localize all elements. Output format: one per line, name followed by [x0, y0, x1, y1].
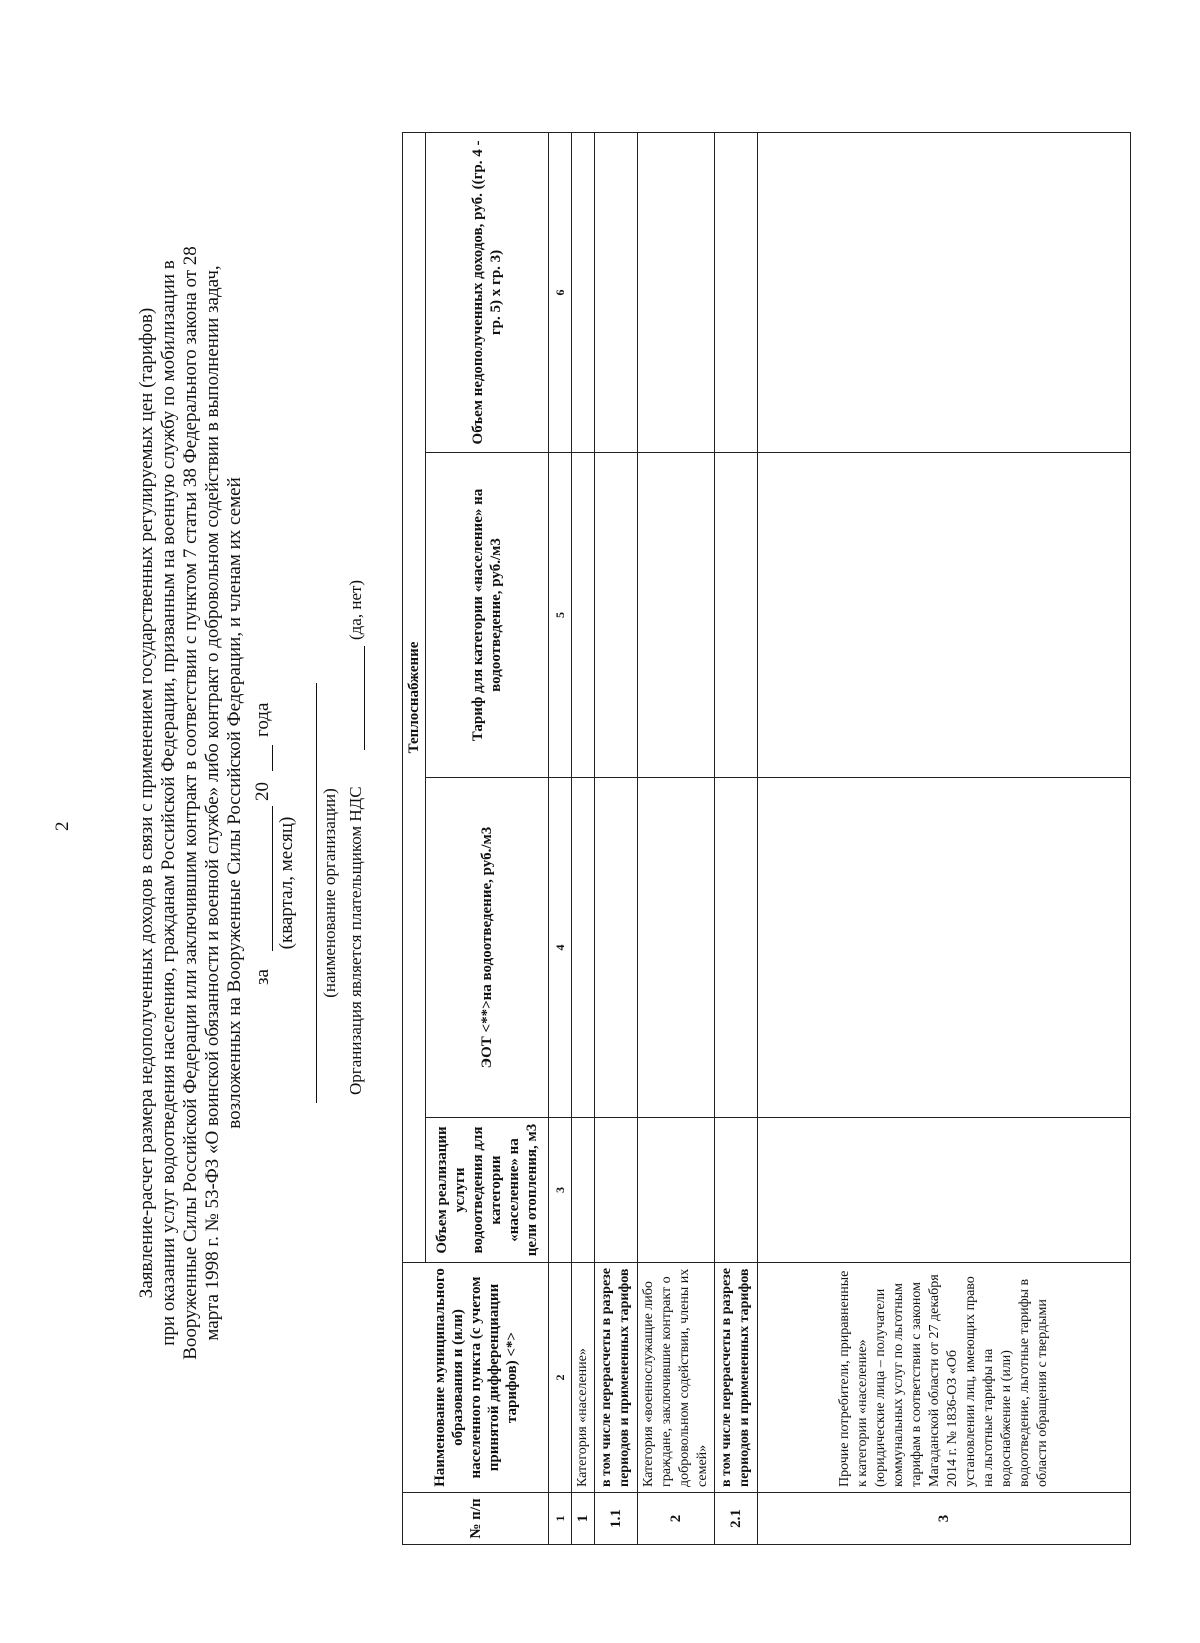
vat-label: Организация является плательщиком НДС	[346, 786, 365, 1095]
document-title	[136, 103, 246, 1503]
row-name: в том числе перерасчеты в разрезе периодов и примененных тарифов	[715, 1263, 758, 1493]
cell-tariff[interactable]	[715, 453, 758, 778]
cell-lost-income[interactable]	[758, 132, 1131, 452]
column-header-number: № п/п	[403, 1493, 549, 1545]
column-number: 5	[549, 453, 572, 778]
column-number: 3	[549, 1118, 572, 1263]
row-name: Категория «население»	[572, 1263, 595, 1493]
column-header-volume: Объем реализации услуги водоотведения для категории «население» на цели отопления, м3	[426, 1118, 549, 1263]
group-header: Теплоснабжение	[403, 132, 426, 1262]
cell-lost-income[interactable]	[595, 132, 638, 452]
cell-lost-income[interactable]	[572, 132, 595, 452]
organization-caption: (наименование организации)	[320, 788, 339, 998]
cell-eot[interactable]	[715, 778, 758, 1118]
cell-tariff[interactable]	[758, 453, 1131, 778]
title-line: Заявление-расчет размера недополученных доходов в связи с применением государственных регулируемых цен (тарифов)	[136, 307, 157, 1299]
cell-eot[interactable]	[638, 778, 715, 1118]
table-row	[758, 132, 1131, 1544]
table-row	[572, 132, 595, 1544]
cell-lost-income[interactable]	[638, 132, 715, 452]
period-prefix: за	[252, 969, 273, 985]
row-number: 1	[572, 1493, 595, 1545]
vat-blank[interactable]	[364, 646, 365, 750]
row-name: Категория «военнослужащие либо граждане, заключившие контракт о добровольном содействии, члены их семей»	[638, 1263, 715, 1493]
column-number: 1	[549, 1493, 572, 1545]
organization-name-blank[interactable]	[316, 683, 317, 1103]
title-line: при оказании услуг водоотведения населению, гражданам Российской Федерации, призванным на военную службу по мобилизации в	[158, 260, 179, 1346]
organization-field	[308, 0, 388, 1643]
cell-eot[interactable]	[595, 778, 638, 1118]
table-row	[715, 132, 758, 1544]
column-number: 2	[549, 1263, 572, 1493]
cell-volume[interactable]	[595, 1118, 638, 1263]
title-line: возложенных на Вооруженные Силы Российской Федерации, и членам их семей	[224, 477, 245, 1129]
column-header-eot: ЭОТ <**>на водоотведение, руб./м3	[426, 778, 549, 1118]
cell-tariff[interactable]	[595, 453, 638, 778]
year-prefix: 20	[252, 782, 273, 801]
column-number: 6	[549, 132, 572, 452]
vat-hint: (да, нет)	[346, 579, 365, 640]
page-number: 2	[52, 821, 73, 831]
row-name: в том числе перерасчеты в разрезе периодов и примененных тарифов	[595, 1263, 638, 1493]
period-blank[interactable]	[272, 806, 273, 951]
column-number: 4	[549, 778, 572, 1118]
table-row	[595, 132, 638, 1544]
cell-eot[interactable]	[758, 778, 1131, 1118]
cell-volume[interactable]	[572, 1118, 595, 1263]
table-row	[638, 132, 715, 1544]
cell-tariff[interactable]	[572, 453, 595, 778]
column-header-name: Наименование муниципального образования и (или) населенного пункта (с учетом принятой дифференциации тарифов) <*>	[403, 1263, 549, 1493]
cell-volume[interactable]	[715, 1118, 758, 1263]
cell-eot[interactable]	[572, 778, 595, 1118]
year-blank[interactable]	[272, 745, 273, 771]
column-header-tariff: Тариф для категории «население» на водоотведение, руб./м3	[426, 453, 549, 778]
row-name: Прочие потребители, приравненные к категории «население» (юридические лица – получатели коммунальных услуг по льготным тарифам в соответствии с законом Магаданской области от 27 декабря 2014 г. № 1836-ОЗ «Об установлении лиц, имеющих право на льготные тарифы на водоснабжение и (или) водоотведение, льготные тарифы в области обращения с твердыми	[758, 1263, 1131, 1493]
calculation-table	[402, 132, 1131, 1545]
row-number: 2	[638, 1493, 715, 1545]
row-number: 3	[758, 1493, 1131, 1545]
cell-volume[interactable]	[638, 1118, 715, 1263]
period-caption: (квартал, месяц)	[276, 816, 297, 950]
title-line: Вооруженные Силы Российской Федерации или заключившим контракт в соответствии с пунктом 7 статьи 38 Федерального закона от 28	[180, 246, 201, 1360]
column-header-lost-income: Объем недополученных доходов, руб. ((гр. 4 - гр. 5) x гр. 3)	[426, 132, 549, 452]
row-number: 2.1	[715, 1493, 758, 1545]
title-line: марта 1998 г. № 53-ФЗ «О воинской обязанности и военной службе» либо контракт о добровольном содействии в выполнении задач,	[202, 265, 223, 1341]
period-field	[252, 0, 302, 1643]
cell-lost-income[interactable]	[715, 132, 758, 452]
cell-volume[interactable]	[758, 1118, 1131, 1263]
year-suffix: года	[252, 702, 273, 737]
row-number: 1.1	[595, 1493, 638, 1545]
cell-tariff[interactable]	[638, 453, 715, 778]
